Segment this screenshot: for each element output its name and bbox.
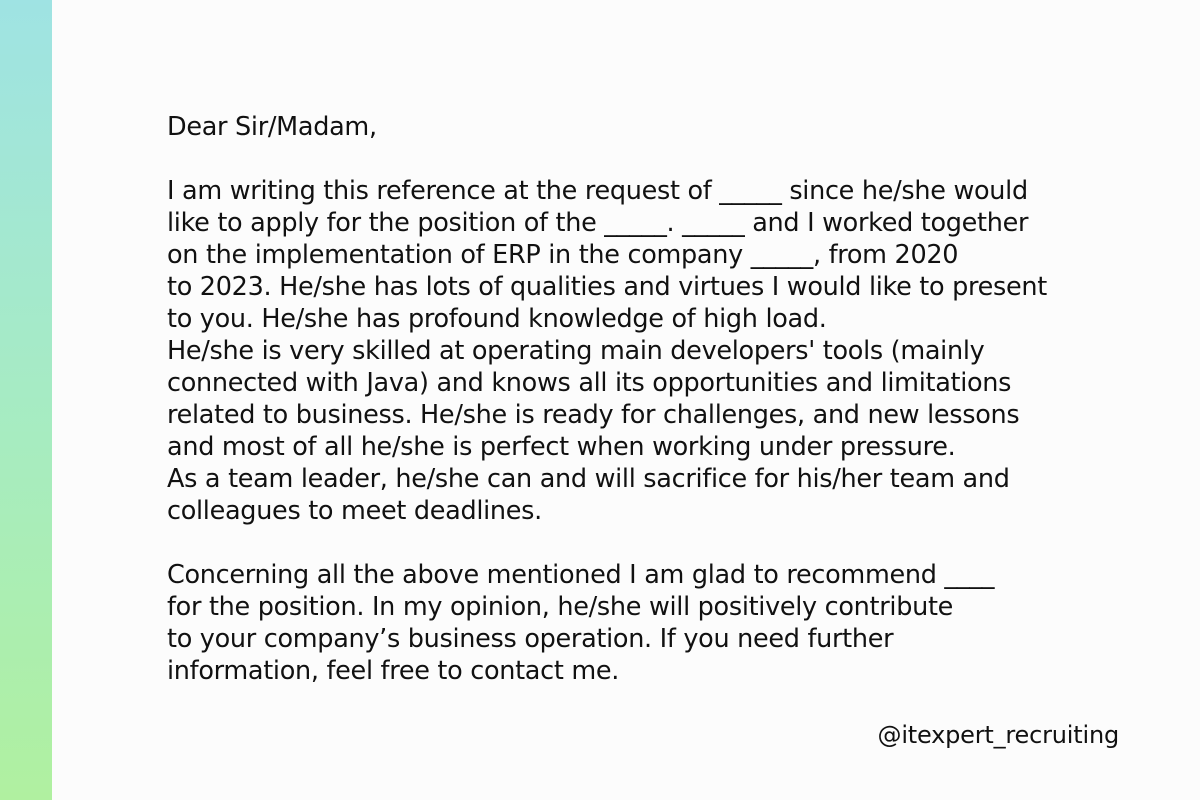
text-line: He/she is very skilled at operating main developers' tools (mainly <box>167 336 985 366</box>
text-line: I am writing this reference at the request of _____ since he/she would <box>167 176 1028 206</box>
text-line: to your company’s business operation. If you need further <box>167 624 894 654</box>
text-line: colleagues to meet deadlines. <box>167 496 542 526</box>
paragraph-introduction <box>167 175 1167 527</box>
accent-sidebar <box>0 0 52 800</box>
letter-body <box>167 111 1167 687</box>
text-line: Concerning all the above mentioned I am glad to recommend ____ <box>167 560 995 590</box>
paragraph-recommendation <box>167 559 1167 687</box>
text-line: to 2023. He/she has lots of qualities and virtues I would like to present <box>167 272 1047 302</box>
social-handle: @itexpert_recruiting <box>877 721 1119 749</box>
text-line: connected with Java) and knows all its opportunities and limitations <box>167 368 1012 398</box>
paragraph-spacer <box>167 527 1167 559</box>
paragraph-spacer <box>167 143 1167 175</box>
salutation: Dear Sir/Madam, <box>167 112 377 142</box>
text-line: As a team leader, he/she can and will sacrifice for his/her team and <box>167 464 1010 494</box>
text-line: like to apply for the position of the _____. _____ and I worked together <box>167 208 1029 238</box>
text-line: related to business. He/she is ready for challenges, and new lessons <box>167 400 1020 430</box>
text-line: on the implementation of ERP in the company _____, from 2020 <box>167 240 959 270</box>
text-line: to you. He/she has profound knowledge of high load. <box>167 304 827 334</box>
text-line: and most of all he/she is perfect when working under pressure. <box>167 432 956 462</box>
text-line: information, feel free to contact me. <box>167 656 620 686</box>
text-line: for the position. In my opinion, he/she will positively contribute <box>167 592 954 622</box>
